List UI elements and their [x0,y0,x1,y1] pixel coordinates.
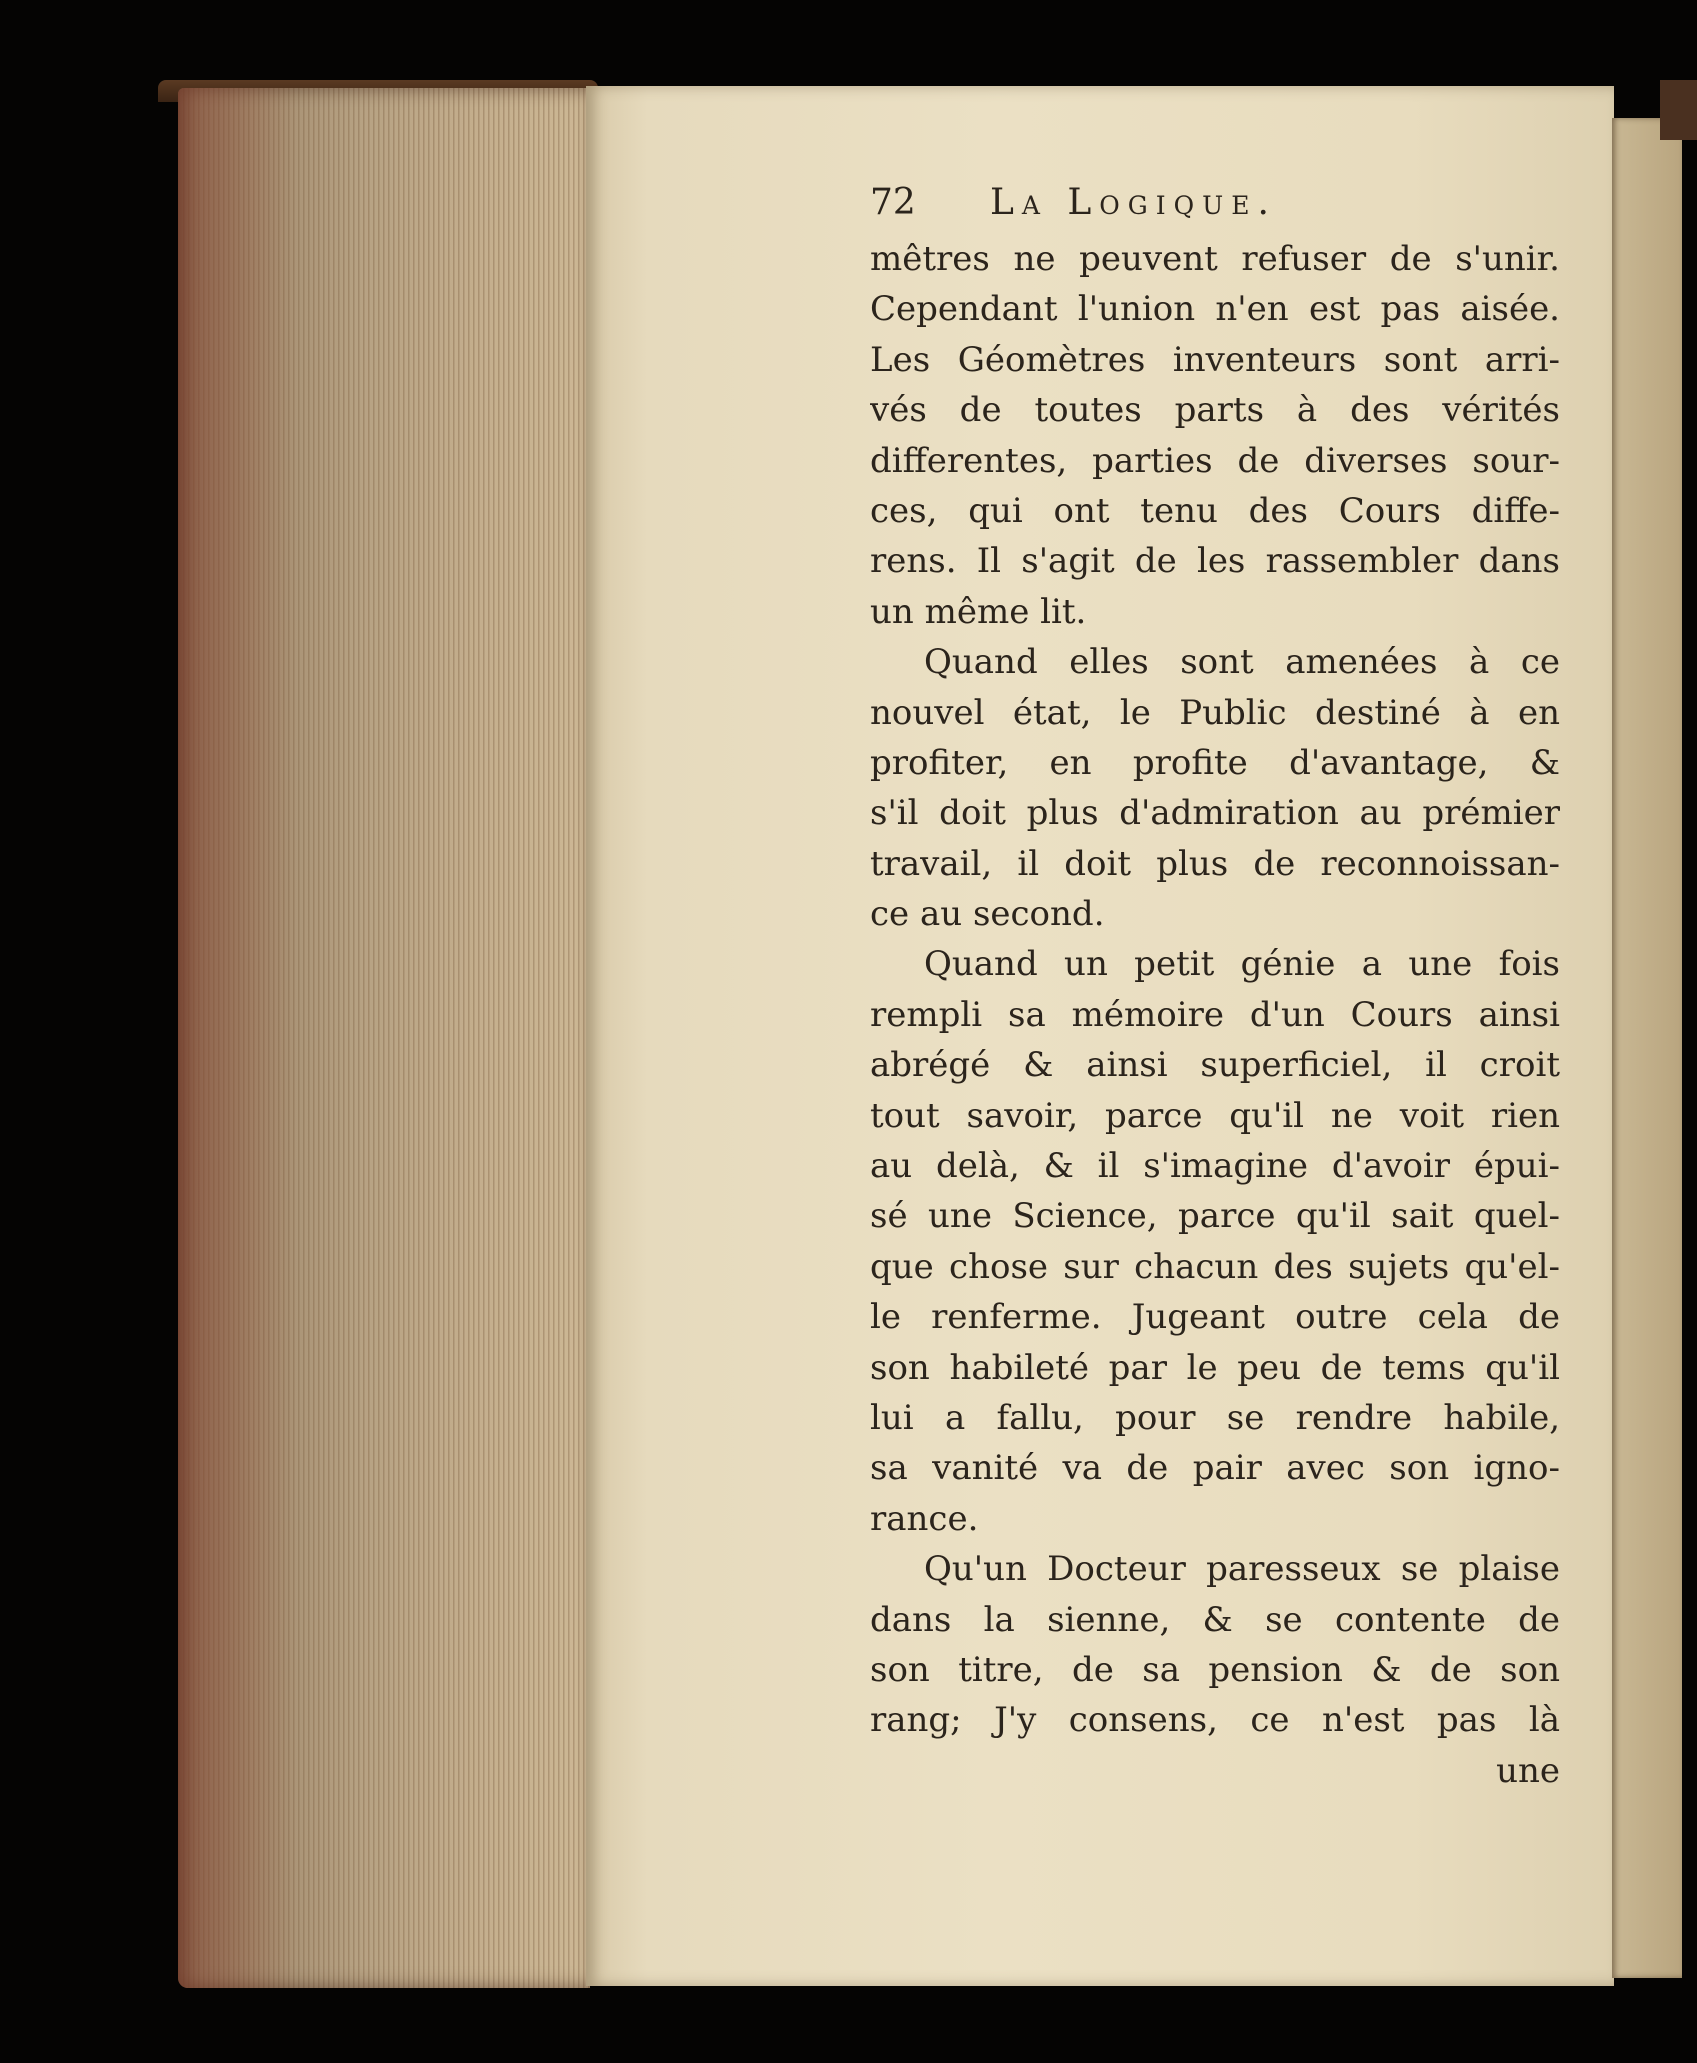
text-line: nouvel état, le Public destiné à en [870,692,1560,733]
text-line: rens. Il s'agit de les rassembler dans [870,541,1560,582]
text-line: ce au second. [870,894,1105,935]
text-line: rang; J'y consens, ce n'est pas là [870,1700,1560,1741]
paragraph-start-line: Quand un petit génie a une fois [924,944,1560,985]
text-line: abrégé & ainsi superficiel, il croit [870,1045,1560,1086]
text-line: ces, qui ont tenu des Cours diffe- [870,490,1560,531]
text-line: dans la sienne, & se contente de [870,1599,1560,1640]
text-line: au delà, & il s'imagine d'avoir épui- [870,1146,1560,1187]
red-edge-tint [178,88,298,1988]
text-line: mêtres ne peuvent refuser de s'unir. [870,239,1560,279]
text-line: lui a fallu, pour se rendre habile, [870,1397,1560,1438]
text-line: que chose sur chacun des sujets qu'el- [870,1246,1560,1287]
facing-page-edge [1612,118,1682,1978]
running-title: La Logique. [990,182,1277,223]
text-line: s'il doit plus d'admiration au prémier [870,793,1560,834]
book-cover-right [1660,80,1697,140]
paragraph-start-line: Qu'un Docteur paresseux se plaise [924,1549,1560,1590]
text-line: son titre, de sa pension & de son [870,1649,1560,1690]
text-line: le renferme. Jugeant outre cela de [870,1297,1560,1338]
text-line: rempli sa mémoire d'un Cours ainsi [870,994,1560,1035]
text-line: son habileté par le peu de tems qu'il [870,1347,1560,1388]
text-line: rance. [870,1498,979,1539]
page-stack-edge [178,88,590,1988]
text-line: profiter, en profite d'avantage, & [870,742,1560,783]
text-line: sa vanité va de pair avec son igno- [870,1448,1560,1489]
page-number: 72 [870,182,916,223]
paragraph-start-line: Quand elles sont amenées à ce [924,642,1560,683]
text-line: sé une Science, parce qu'il sait quel- [870,1196,1560,1237]
text-line: differentes, parties de diverses sour- [870,440,1560,481]
text-line: Les Géomètres inventeurs sont arri- [870,339,1560,380]
catchword: une [1496,1750,1560,1791]
text-line: Cependant l'union n'en est pas aisée. [870,289,1560,330]
text-line: un même lit. [870,591,1087,632]
page-text-block [870,178,1560,1796]
text-line: vés de toutes parts à des vérités [870,390,1560,431]
text-line: travail, il doit plus de reconnoissan- [870,843,1560,884]
text-line: tout savoir, parce qu'il ne voit rien [870,1095,1560,1136]
running-head [870,178,1560,234]
